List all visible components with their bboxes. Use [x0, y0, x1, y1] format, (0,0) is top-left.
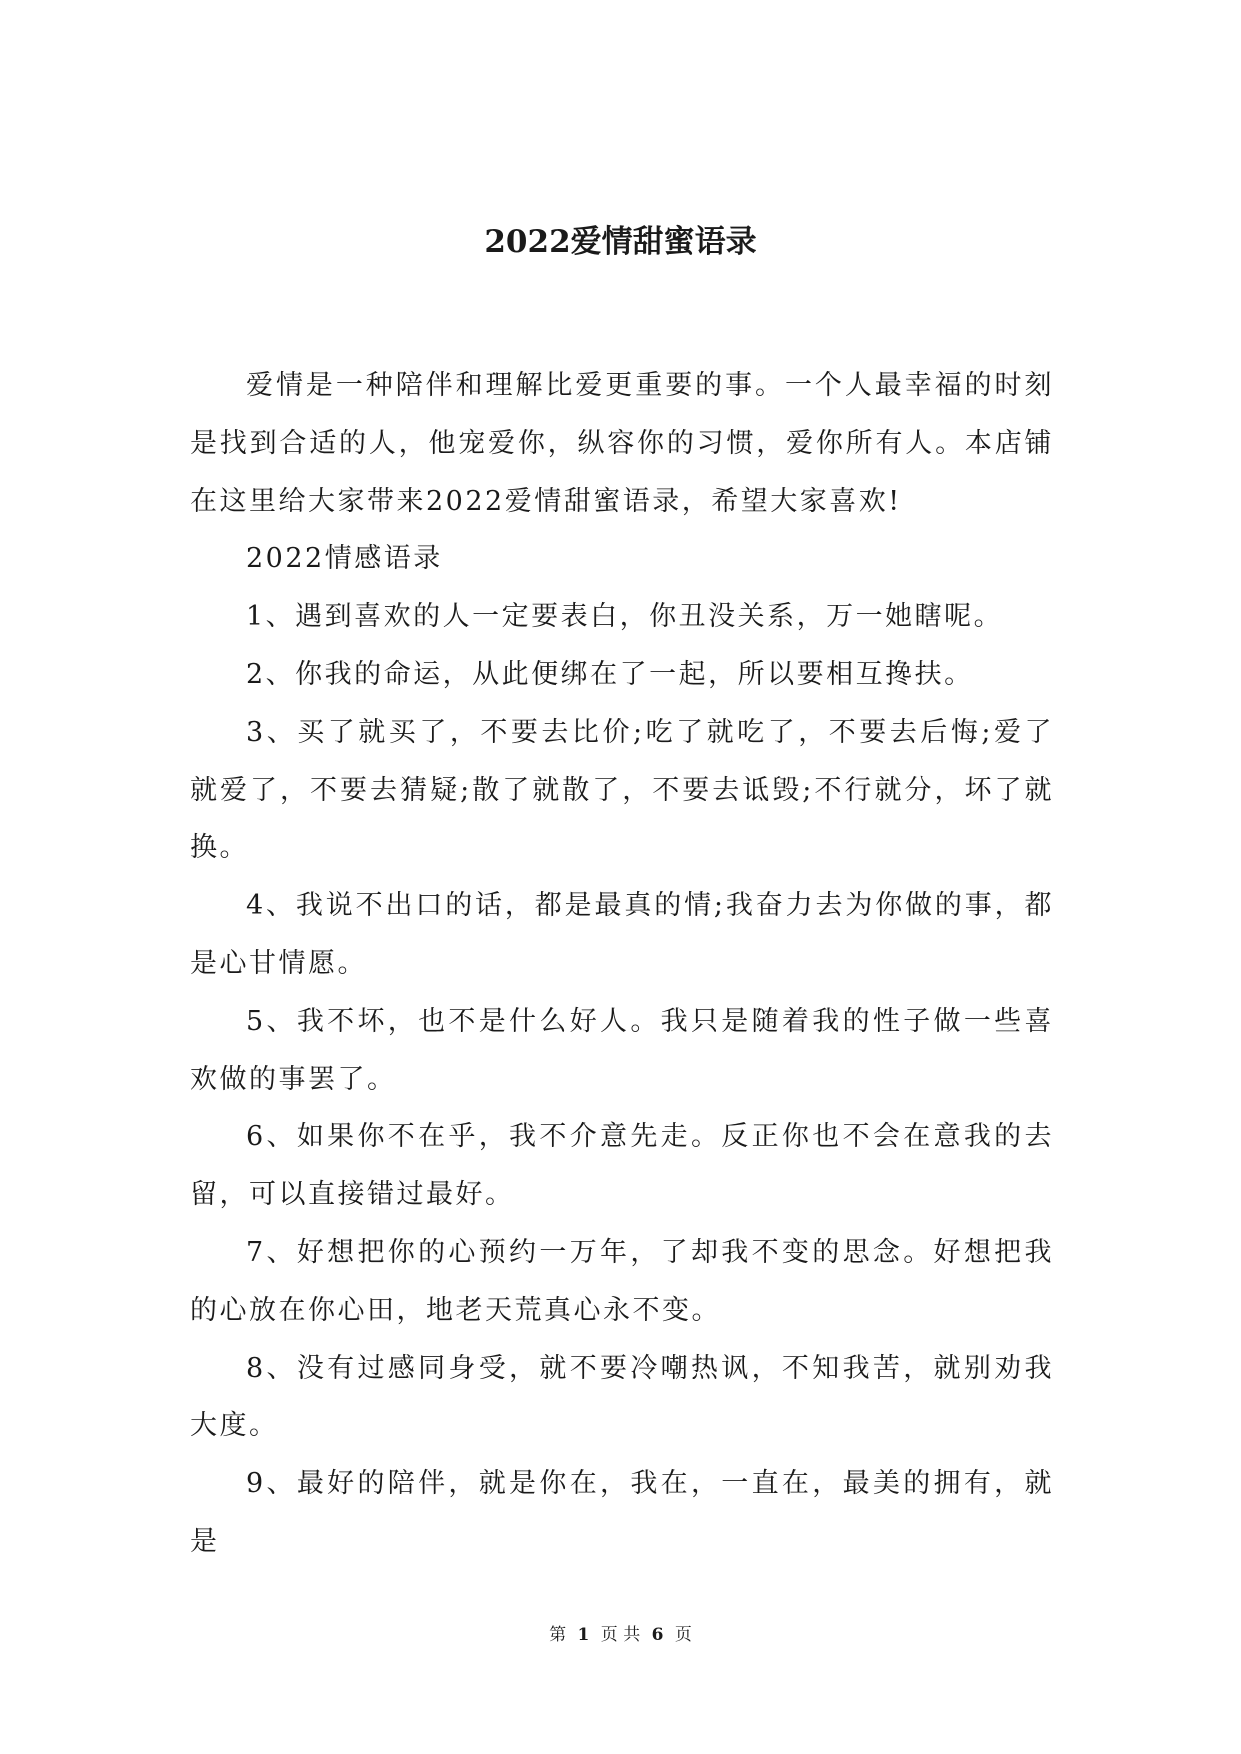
- quote-item: 4、我说不出口的话，都是最真的情;我奋力去为你做的事，都是心甘情愿。: [190, 890, 1054, 979]
- footer-prefix: 第: [549, 1625, 567, 1645]
- quote-item: 6、如果你不在乎，我不介意先走。反正你也不会在意我的去留，可以直接错过最好。: [190, 1121, 1054, 1211]
- quote-item: 2、你我的命运，从此便绑在了一起，所以要相互搀扶。: [246, 658, 974, 690]
- current-page-number: 1: [577, 1625, 590, 1645]
- quote-item: 9、最好的陪伴，就是你在，我在，一直在，最美的拥有，就是: [190, 1468, 1054, 1557]
- quote-item: 5、我不坏，也不是什么好人。我只是随着我的性子做一些喜欢做的事罢了。: [190, 1005, 1054, 1095]
- footer-middle: 页 共: [600, 1625, 641, 1645]
- total-pages-number: 6: [651, 1625, 664, 1645]
- quote-item: 8、没有过感同身受，就不要冷嘲热讽，不知我苦，就别劝我大度。: [190, 1352, 1054, 1442]
- intro-paragraph: 爱情是一种陪伴和理解比爱更重要的事。一个人最幸福的时刻是找到合适的人，他宠爱你，纵容你的习惯，爱你所有人。本店铺在这里给大家带来2022爱情甜蜜语录，希望大家喜欢!: [190, 370, 1054, 517]
- document-body: [190, 357, 1054, 1571]
- quote-item: 3、买了就买了，不要去比价;吃了就吃了，不要去后悔;爱了就爱了，不要去猜疑;散了就散了，不要去诋毁;不行就分，坏了就换。: [190, 716, 1054, 864]
- document-title: 2022爱情甜蜜语录: [484, 224, 757, 260]
- section-heading: 2022情感语录: [246, 543, 443, 575]
- quote-item: 1、遇到喜欢的人一定要表白，你丑没关系，万一她瞎呢。: [246, 601, 1004, 633]
- page-footer: [0, 1623, 1241, 1647]
- quote-item: 7、好想把你的心预约一万年，了却我不变的思念。好想把我的心放在你心田，地老天荒真心永不变。: [190, 1236, 1054, 1326]
- footer-suffix: 页: [674, 1625, 692, 1645]
